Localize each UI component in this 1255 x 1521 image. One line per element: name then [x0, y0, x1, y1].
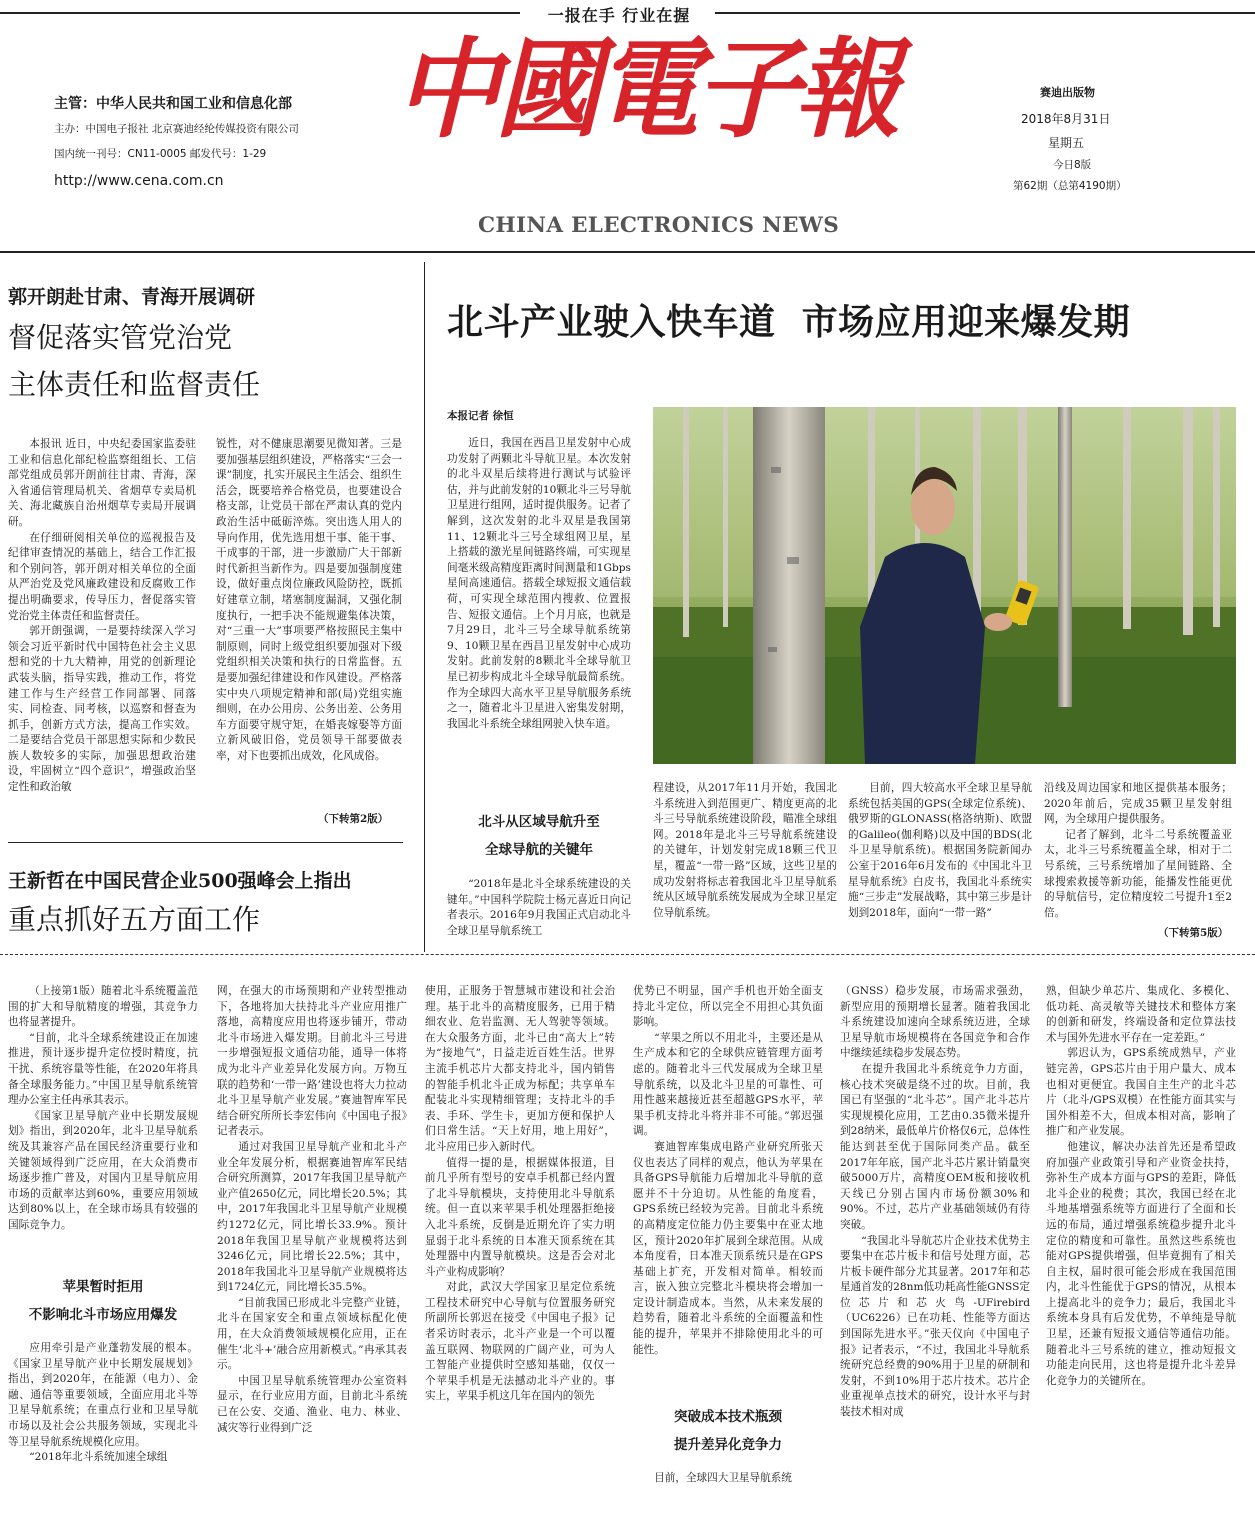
- slogan: 一报在手 行业在握: [547, 6, 691, 25]
- lead-column-3: [848, 781, 1032, 941]
- paragraph: 郭迟认为，GPS系统成熟早，产业链完善，GPS芯片由于用户量大、成本也相对更便宜。我国自主生产的北斗芯片（北斗/GPS双模）在性能方面其实与国外相差不大，但成本相对高，影响了推广和产业发展。: [1046, 1047, 1236, 1138]
- paragraph: 《国家卫星导航产业中长期发展规划》指出，到2020年，北斗卫星导航系统及其兼容产品在国民经济重要行业和关键领域得到广泛应用，在大众消费市场逐步推广普及，对国内卫星导航应用市场的贡献率达到60%，重要应用领域达到80%以上，在全球市场具有较强的国际竞争力。: [8, 1109, 198, 1231]
- continuation-column-4: [633, 984, 823, 1394]
- page-count: 今日8版: [1053, 159, 1092, 171]
- paragraph: 在仔细研阅相关单位的巡视报告及纪律审查情况的基础上，结合工作汇报和个别问答，郭开朗对相关单位的全面从严治党及党风廉政建设和反腐败工作提出明确要求，传导压力，督促落实管党治党主体责任和监督责任。: [8, 531, 196, 622]
- paragraph: 郭开朗强调，一是要持续深入学习领会习近平新时代中国特色社会主义思想和党的十九大精神，用党的创新理论武装头脑，指导实践，推动工作，将党建工作与生产经营工作同部署、同落实、同检查、同考核，以巡察和督查为抓手，创新方式方法，提高工作实效。二是要结合党员干部思想实际和少数民族人数较多的实际，加强思想政治建设，牢固树立“四个意识”，增强政治坚定性和政治敏: [8, 625, 196, 794]
- subhead-line-2: 提升差异化竞争力: [674, 1437, 782, 1453]
- paragraph: 熟，但缺少单芯片、集成化、多模化、低功耗、高灵敏等关键技术和整体方案的创新和研发，终端设备和定位算法技术与国外先进水平存在一定差距。”: [1046, 985, 1236, 1044]
- paragraph: 优势已不明显，国产手机也开始全面支持北斗定位，所以完全不用担心其负面影响。: [633, 985, 823, 1029]
- paragraph: 记者了解到，北斗二号系统覆盖亚太，北斗三号系统覆盖全球，相对于二号系统，三号系统增加了星间链路、全球搜索救援等新功能，能播发性能更优的导航信号，定位精度较二号提升1至2倍。: [1044, 828, 1232, 919]
- paragraph: 目前，全球四大卫星导航系统: [654, 1472, 792, 1484]
- paragraph: 程建设，从2017年11月开始，我国北斗系统进入到范围更广、精度更高的北斗三号导航系统建设阶段，瞄准全球组网。2018年是北斗三号导航系统建设的关键年，计划发射完成18颗三代卫星，覆盖“一带一路”区域，这些卫星的成功发射将标志着我国北斗卫星导航系统从区域导航系统发展成为全球卫星定位导航系统。: [653, 782, 837, 919]
- masthead-divider: [0, 251, 1255, 253]
- subhead-line-1: 突破成本技术瓶颈: [674, 1409, 782, 1425]
- lead-column-2: [653, 781, 837, 941]
- byline: 本报记者 徐恒: [447, 410, 514, 422]
- story1-column-1: [8, 437, 196, 832]
- continuation-column-1: [8, 984, 198, 1264]
- paragraph: 目前，四大较高水平全球卫星导航系统包括美国的GPS(全球定位系统)、俄罗斯的GLONASS(格洛纳斯)、欧盟的Galileo(伽利略)以及中国的BDS(北斗卫星导航系统)。根据国务院新闻办公室于2016年6月发布的《中国北斗卫星导航系统》白皮书，我国北斗系统实施“三步走”发展战略，其中第三步是计划到2018年，面向“一带一路”: [848, 782, 1032, 919]
- section-subhead: [633, 1403, 823, 1459]
- paragraph: “目前，北斗全球系统建设正在加速推进，预计逐步提升定位授时精度，抗干扰、系统容量等性能，在2020年将具备全球服务能力。”中国卫星导航系统管理办公室主任冉承其表示。: [8, 1031, 198, 1107]
- newspaper-logo: 中國電子報: [394, 27, 895, 153]
- lead-column-1b: [447, 877, 631, 940]
- continuation-column-6: [1046, 984, 1236, 1516]
- continuation-column-3: [425, 984, 615, 1516]
- lead-headline: 北斗产业驶入快车道 市场应用迎来爆发期: [447, 302, 1131, 343]
- jump-line[interactable]: （下转第5版）: [1158, 927, 1229, 939]
- paragraph: 本报讯 近日，中央纪委国家监委驻工业和信息化部纪检监察组组长、工信部党组成员郭开朗前往甘肃、青海，深入省通信管理局机关、省烟草专卖局机关、海北藏族自治州烟草专卖局开展调研。: [8, 438, 196, 528]
- forest-man-with-gps-image: [653, 407, 1236, 764]
- website-url[interactable]: http://www.cena.com.cn: [54, 173, 224, 189]
- issn: 国内统一刊号：CN11-0005 邮发代号：1-29: [54, 148, 267, 160]
- paragraph: 通过对我国卫星导航产业和北斗产业全年发展分析，根据赛迪智库军民结合研究所测算，2017年我国卫星导航产业产值2650亿元，同比增长20.5%；其中，2017年我国北斗卫星导航产业规模约1272亿元，同比增长33.9%。预计2018年我国卫星导航产业规模将达到3246亿元，同比增长22.5%；其中，2018年我国北斗卫星导航产业规模将达到1724亿元，同比增长35.5%。: [217, 1140, 407, 1294]
- continuation-column-1b: [8, 1341, 198, 1516]
- fold-divider: [0, 954, 1255, 956]
- issue-date: 2018年8月31日: [1021, 112, 1111, 126]
- publisher-label: 赛迪出版物: [1040, 86, 1095, 99]
- paragraph: （GNSS）稳步发展，市场需求强劲，新型应用的预期增长显著。随着我国北斗系统建设加速向全球系统迈进，全球卫星导航市场规模将在各国竞争和合作中继续延续稳步发展态势。: [840, 985, 1030, 1060]
- paragraph: 中国卫星导航系统管理办公室资料显示，在行业应用方面，目前北斗系统已在公安、交通、渔业、电力、林业、减灾等行业得到广泛: [217, 1374, 407, 1434]
- issue-number: 第62期（总第4190期）: [1013, 180, 1127, 192]
- organizer: 主办：中国电子报社 北京赛迪经纶传媒投资有限公司: [54, 123, 299, 135]
- lead-photo: [653, 407, 1236, 764]
- paragraph: 对此，武汉大学国家卫星定位系统工程技术研究中心导航与位置服务研究所副所长郭迟在接受《中国电子报》记者采访时表示，北斗产业是一个可以覆盖互联网、物联网的广阔产业，可为人工智能产业提供时空感知基础，仅仅一个苹果手机是无法撼动北斗产业的。事实上，苹果手机这几年在国内的领先: [425, 1281, 615, 1403]
- paragraph: 值得一提的是，根据媒体报道，目前几乎所有型号的安卓手机都已经内置了北斗导航模块，支持使用北斗导航系统。但一直以来苹果手机处理器拒绝接入北斗系统，反倒是近期允许了实力明显弱于北斗系统的日本准天顶系统在其处理器中内置导航模块。这是否会对北斗产业构成影响？: [425, 1156, 615, 1278]
- paragraph: 应用牵引是产业蓬勃发展的根本。《国家卫星导航产业中长期发展规划》指出，到2020年，在能源（电力）、金融、通信等重要领域，全面应用北斗等卫星导航系统；在重点行业和卫星导航市场以及社会公共服务领域，实现北斗等卫星导航系统规模化应用。: [8, 1342, 198, 1448]
- paragraph: 赛迪智库集成电路产业研究所张天仪也表达了同样的观点，他认为苹果在具备GPS导航能力后增加北斗导航的意愿并不十分迫切。从性能的角度看，GPS系统已经较为完善。目前北斗系统的高精度定位能力仍主要集中在亚太地区，预计2020年扩展到全球范围。从成本角度看，日本准天顶系统只是在GPS基础上扩充，开发相对简单。相较而言，嵌入独立完整北斗模块将会增加一定设计制造成本。当然，从未来发展的趋势看，随着北斗系统的全面覆盖和性能的提升，苹果并不排除使用北斗的可能性。: [633, 1140, 823, 1356]
- weekday: 星期五: [1048, 136, 1085, 150]
- subhead-line-1: 苹果暂时拒用: [62, 1279, 144, 1295]
- paragraph: “我国北斗导航芯片企业技术优势主要集中在芯片板卡和信号处理方面，芯片板卡硬件部分尤其显著。2017年和芯星通首发的28nm低功耗高性能GNSS定位芯片和芯火鸟-UFirebird（UC6226）已在功耗、性能等方面达到国际先进水平。”张天仪向《中国电子报》记者表示，“不过，我国北斗导航系统研究总经费的90%用于卫星的研制和发射，不到10%用于芯片技术。芯片企业重视单点技术的研究，设计水平与封装技术相对成: [840, 1234, 1030, 1419]
- paragraph: “目前我国已形成北斗完整产业链，北斗在国家安全和重点领域标配化使用，在大众消费领域规模化应用，正在催生‘北斗+’融合应用新模式。”冉承其表示。: [217, 1296, 407, 1372]
- story1-column-2: [216, 437, 402, 812]
- lead-column-4: [1044, 781, 1232, 926]
- story2-headline: 重点抓好五方面工作: [8, 903, 261, 936]
- logo-english: CHINA ELECTRONICS NEWS: [478, 213, 840, 238]
- story-headline-2: 主体责任和监督责任: [8, 368, 261, 401]
- paragraph: 网，在强大的市场预期和产业转型推动下，各地将加大扶持北斗产业应用推广落地，高精度应用也将逐步铺开，带动北斗市场进入爆发期。目前北斗三号进一步增强短报文通信功能，通导一体将成为北斗产业差异化发展方向。万物互联的趋势和‘一带一路’建设也将大力拉动北斗卫星导航产业发展。”赛迪智库军民结合研究所所长李宏伟向《中国电子报》记者表示。: [217, 985, 407, 1138]
- continuation-column-5: [840, 984, 1030, 1516]
- paragraph: 沿线及周边国家和地区提供基本服务；2020年前后，完成35颗卫星发射组网，为全球用户提供服务。: [1044, 782, 1232, 826]
- lead-column-1: [447, 436, 631, 801]
- paragraph: 近日，我国在西昌卫星发射中心成功发射了两颗北斗导航卫星。本次发射的北斗双星后续将进行测试与试验评估，并与此前发射的10颗北斗三号导航卫星进行组网，适时提供服务。记者了解到，这次发射的北斗双星是我国第11、12颗北斗三号全球组网卫星，星上搭载的激光星间链路终端，可实现星间毫米级高精度距离时间测量和1Gbps星间高速通信。搭载全球短报文通信载荷，可实现全球范围内搜救、位置报告、短报文通信。上个月月底，也就是7月29日，北斗三号全球导航系统第9、10颗卫星在西昌卫星发射中心成功发射。此前发射的8颗北斗全球导航卫星已初步构成北斗全球导航最简系统。作为全球四大高水平卫星导航服务系统之一，随着北斗卫星进入密集发射期，我国北斗系统全球组网驶入快车道。: [447, 437, 631, 730]
- paragraph: （上接第1版）随着北斗系统覆盖范围的扩大和导航精度的增强，其竞争力也将显著提升。: [8, 985, 198, 1029]
- subhead-line-1: 北斗从区域导航升至: [478, 814, 600, 830]
- paragraph: “2018年北斗系统加速全球组: [29, 1451, 168, 1464]
- paragraph: 他建议，解决办法首先还是希望政府加强产业政策引导和产业资金扶持，弥补生产成本方面与GPS的差距，降低北斗企业的税费；其次，我国已经在北斗地基增强系统等方面进行了全面和长远的布局，通过增强系统稳步提升北斗定位的精度和可靠性。虽然这些系统也能对GPS提供增强，但毕竟拥有了相关自主权，届时很可能会形成在我国范围内，北斗性能优于GPS的情况，从根本上提高北斗的竞争力；最后，我国北斗系统本身具有后发优势，不单纯是导航卫星，还兼有短报文通信等通信功能。随着北斗三号系统的建立，推动短报文功能走向民用，这也将是提升北斗差异化竞争力的关键所在。: [1046, 1140, 1236, 1387]
- story2-kicker: 王新哲在中国民营企业500强峰会上指出: [8, 870, 352, 892]
- paragraph: “苹果之所以不用北斗，主要还是从生产成本和它的全球供应链管理方面考虑的。随着北斗三代发展成为全球卫星导航系统，以及北斗卫星的可靠性、可用性越来越接近甚至超越GPS水平，苹果手机支持北斗将并非不可能。”郭迟强调。: [633, 1031, 823, 1138]
- paragraph: “2018年是北斗全球系统建设的关键年。”中国科学院院士杨元喜近日向记者表示。2016年9月我国正式启动北斗全球卫星导航系统工: [447, 878, 631, 937]
- paragraph: 在提升我国北斗系统竞争力方面，核心技术突破是绕不过的坎。目前，我国已有坚强的“北斗芯”。国产北斗芯片实现规模化应用，工艺由0.35微米提升到28纳米，最低单片价格仅6元，总体性能达到甚至优于国际同类产品。截至2017年年底，国产北斗芯片累计销量突破5000万片，高精度OEM板和接收机天线已分别占国内市场份额30%和90%。不过，芯片产业基础领域仍有待突破。: [840, 1062, 1030, 1231]
- paragraph: 锐性，对不健康思潮要见微知著。三是要加强基层组织建设，严格落实“三会一课”制度，扎实开展民主生活会、组织生活会，既要培养合格党员，也要建设合格支部，让党员干部在严肃认真的党内政治生活中砥砺淬炼。突出选人用人的导向作用，优先选用想干事、能干事、干成事的干部，进一步激励广大干部新时代新担当新作为。四是要加强制度建设，做好重点岗位廉政风险防控，既抓好建章立制，堵塞制度漏洞，又强化制度执行，一把手决不能规避集体决策，对“三重一大”事项要严格按照民主集中制原则，同时上级党组织要加强对下级党组织相关决策和执行的日常监督。五是要加强纪律建设和作风建设。严格落实中央八项规定精神和部(局)党组实施细则，在办公用房、公务出差、公务用车方面要守规守矩，在婚丧嫁娶等方面立新风破旧俗，党员领导干部要做表率，对下也要抓出成效，化风成俗。: [216, 438, 402, 762]
- sponsor: 主管：中华人民共和国工业和信息化部: [54, 96, 292, 112]
- section-subhead: [447, 808, 631, 864]
- masthead: [0, 0, 1255, 252]
- story-headline-1: 督促落实管党治党: [8, 321, 233, 354]
- jump-line[interactable]: （下转第2版）: [318, 813, 389, 825]
- subhead-line-2: 全球导航的关键年: [485, 842, 593, 858]
- paragraph: 使用，正服务于智慧城市建设和社会治理。基于北斗的高精度服务，已用于精细农业、危岩监测、无人驾驶等领域。在大众服务方面，北斗已由“高大上”转为“接地气”，日益走近百姓生活。世界主流手机芯片大都支持北斗，国内销售的智能手机北斗正成为标配；共享单车配装北斗实现精细管理；支持北斗的手表、手环、学生卡，更加方便和保护人们日常生活。“天上好用，地上用好”，北斗应用已步入新时代。: [425, 985, 615, 1153]
- section-subhead: [8, 1273, 198, 1329]
- story-kicker: 郭开朗赴甘肃、青海开展调研: [8, 286, 256, 308]
- continuation-column-4b: [633, 1471, 823, 1516]
- subhead-line-2: 不影响北斗市场应用爆发: [28, 1307, 178, 1323]
- continuation-column-2: [217, 984, 407, 1516]
